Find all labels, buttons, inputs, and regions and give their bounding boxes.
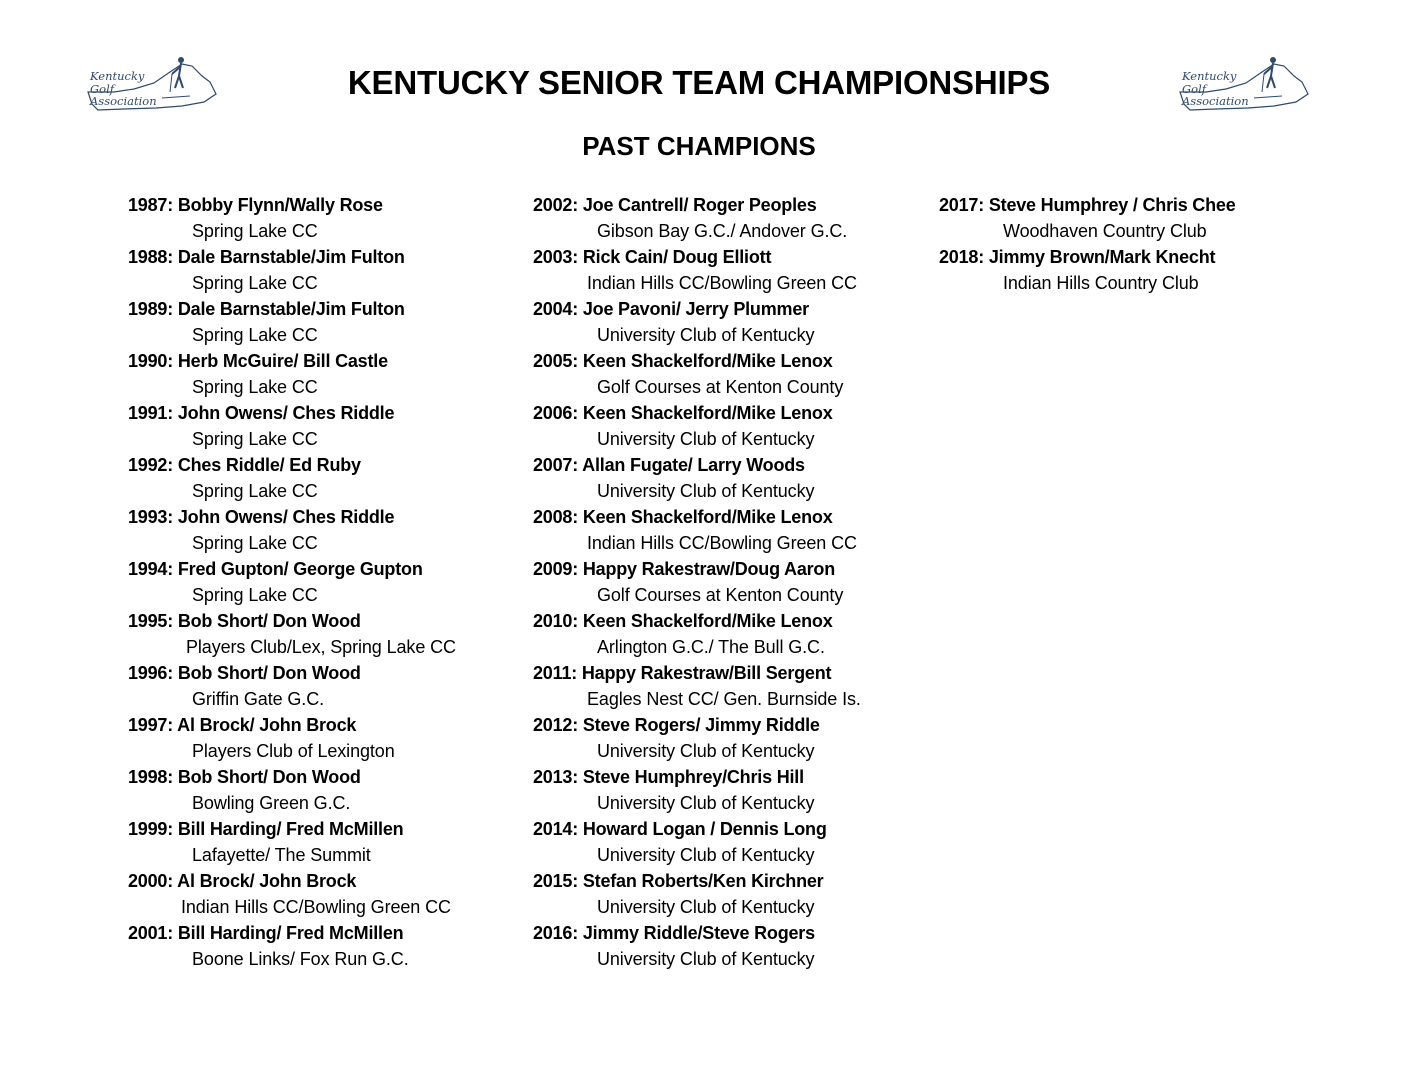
champion-entry bbox=[128, 764, 456, 816]
champion-names: 1989: Dale Barnstable/Jim Fulton bbox=[128, 299, 405, 319]
champion-venue: Spring Lake CC bbox=[192, 481, 318, 501]
champion-venue: Spring Lake CC bbox=[192, 221, 318, 241]
champion-venue: Spring Lake CC bbox=[192, 377, 318, 397]
champion-names: 2008: Keen Shackelford/Mike Lenox bbox=[533, 507, 833, 527]
champion-names: 2016: Jimmy Riddle/Steve Rogers bbox=[533, 923, 815, 943]
champion-names: 2002: Joe Cantrell/ Roger Peoples bbox=[533, 195, 817, 215]
champion-venue: University Club of Kentucky bbox=[597, 429, 815, 449]
champion-names: 1990: Herb McGuire/ Bill Castle bbox=[128, 351, 388, 371]
champion-venue: Spring Lake CC bbox=[192, 273, 318, 293]
champion-names: 2011: Happy Rakestraw/Bill Sergent bbox=[533, 663, 832, 683]
champion-entry bbox=[128, 192, 456, 244]
champion-entry bbox=[533, 868, 861, 920]
champion-names: 1996: Bob Short/ Don Wood bbox=[128, 663, 361, 683]
champion-names: 2003: Rick Cain/ Doug Elliott bbox=[533, 247, 772, 267]
champion-names: 2004: Joe Pavoni/ Jerry Plummer bbox=[533, 299, 809, 319]
champion-venue: Golf Courses at Kenton County bbox=[597, 377, 844, 397]
champion-venue: Indian Hills Country Club bbox=[1003, 273, 1199, 293]
champion-names: 1993: John Owens/ Ches Riddle bbox=[128, 507, 395, 527]
champion-names: 2009: Happy Rakestraw/Doug Aaron bbox=[533, 559, 836, 579]
logo-text-line3: Association bbox=[90, 94, 157, 108]
champion-venue: Woodhaven Country Club bbox=[1003, 221, 1207, 241]
champion-venue: Gibson Bay G.C./ Andover G.C. bbox=[597, 221, 848, 241]
page-subtitle: PAST CHAMPIONS bbox=[582, 131, 816, 161]
champion-entry bbox=[128, 660, 456, 712]
champion-venue: Lafayette/ The Summit bbox=[192, 845, 371, 865]
champion-venue: Golf Courses at Kenton County bbox=[597, 585, 844, 605]
champion-entry bbox=[128, 348, 456, 400]
champion-venue: Indian Hills CC/Bowling Green CC bbox=[587, 273, 857, 293]
champion-venue: Arlington G.C./ The Bull G.C. bbox=[597, 637, 825, 657]
champion-entry bbox=[533, 400, 861, 452]
logo-text-line2: Golf bbox=[90, 81, 115, 96]
champion-names: 1988: Dale Barnstable/Jim Fulton bbox=[128, 247, 405, 267]
champion-entry bbox=[128, 712, 456, 764]
champion-names: 2015: Stefan Roberts/Ken Kirchner bbox=[533, 871, 824, 891]
champion-names: 1994: Fred Gupton/ George Gupton bbox=[128, 559, 423, 579]
champion-names: 2000: Al Brock/ John Brock bbox=[128, 871, 357, 891]
champion-names: 1997: Al Brock/ John Brock bbox=[128, 715, 357, 735]
champion-entry bbox=[128, 400, 456, 452]
champion-names: 2018: Jimmy Brown/Mark Knecht bbox=[939, 247, 1216, 267]
champion-names: 2017: Steve Humphrey / Chris Chee bbox=[939, 195, 1236, 215]
champion-entry bbox=[533, 816, 861, 868]
champion-venue: Spring Lake CC bbox=[192, 429, 318, 449]
champion-venue: Bowling Green G.C. bbox=[192, 793, 351, 813]
champion-entry bbox=[533, 192, 861, 244]
champion-entry bbox=[128, 296, 456, 348]
champion-names: 2012: Steve Rogers/ Jimmy Riddle bbox=[533, 715, 820, 735]
champion-entry bbox=[533, 296, 861, 348]
champion-venue: University Club of Kentucky bbox=[597, 793, 815, 813]
champion-entry bbox=[533, 712, 861, 764]
champion-names: 1991: John Owens/ Ches Riddle bbox=[128, 403, 395, 423]
champion-entry bbox=[128, 920, 456, 972]
logo-text-line1: Kentucky bbox=[90, 69, 145, 83]
champion-names: 1995: Bob Short/ Don Wood bbox=[128, 611, 361, 631]
champion-entry bbox=[128, 504, 456, 556]
champion-venue: Indian Hills CC/Bowling Green CC bbox=[181, 897, 451, 917]
champion-entry bbox=[533, 608, 861, 660]
champion-entry bbox=[533, 244, 861, 296]
champion-venue: University Club of Kentucky bbox=[597, 845, 815, 865]
logo-text-line3: Association bbox=[1182, 94, 1249, 108]
champion-venue: Griffin Gate G.C. bbox=[192, 689, 325, 709]
champion-names: 1992: Ches Riddle/ Ed Ruby bbox=[128, 455, 361, 475]
champion-venue: Boone Links/ Fox Run G.C. bbox=[192, 949, 409, 969]
champion-venue: University Club of Kentucky bbox=[597, 949, 815, 969]
champion-venue: Eagles Nest CC/ Gen. Burnside Is. bbox=[587, 689, 861, 709]
champion-names: 2006: Keen Shackelford/Mike Lenox bbox=[533, 403, 833, 423]
champion-entry bbox=[939, 244, 1236, 296]
champion-venue: University Club of Kentucky bbox=[597, 741, 815, 761]
champion-names: 2010: Keen Shackelford/Mike Lenox bbox=[533, 611, 833, 631]
logo-text-line1: Kentucky bbox=[1182, 69, 1237, 83]
champion-entry bbox=[939, 192, 1236, 244]
champion-entry bbox=[533, 920, 861, 972]
champion-names: 2001: Bill Harding/ Fred McMillen bbox=[128, 923, 404, 943]
champion-venue: University Club of Kentucky bbox=[597, 897, 815, 917]
logo-text-line2: Golf bbox=[1182, 81, 1207, 96]
champion-venue: University Club of Kentucky bbox=[597, 325, 815, 345]
champion-entry bbox=[533, 556, 861, 608]
champions-column-2 bbox=[533, 192, 861, 972]
champion-entry bbox=[128, 556, 456, 608]
champion-venue: Players Club/Lex, Spring Lake CC bbox=[186, 637, 456, 657]
champions-column-3 bbox=[939, 192, 1236, 296]
champion-entry bbox=[533, 504, 861, 556]
champion-names: 1999: Bill Harding/ Fred McMillen bbox=[128, 819, 404, 839]
champion-entry bbox=[533, 348, 861, 400]
champion-entry bbox=[128, 816, 456, 868]
page-title: KENTUCKY SENIOR TEAM CHAMPIONSHIPS bbox=[347, 64, 1051, 101]
champion-names: 2013: Steve Humphrey/Chris Hill bbox=[533, 767, 804, 787]
champion-entry bbox=[128, 608, 456, 660]
champion-entry bbox=[533, 764, 861, 816]
champion-venue: Indian Hills CC/Bowling Green CC bbox=[587, 533, 857, 553]
champion-names: 2005: Keen Shackelford/Mike Lenox bbox=[533, 351, 833, 371]
champion-venue: Spring Lake CC bbox=[192, 533, 318, 553]
champion-names: 2014: Howard Logan / Dennis Long bbox=[533, 819, 827, 839]
champions-column-1 bbox=[128, 192, 456, 972]
champion-entry bbox=[533, 452, 861, 504]
champion-names: 1987: Bobby Flynn/Wally Rose bbox=[128, 195, 383, 215]
champion-venue: University Club of Kentucky bbox=[597, 481, 815, 501]
champion-entry bbox=[128, 244, 456, 296]
champion-venue: Spring Lake CC bbox=[192, 585, 318, 605]
champion-entry bbox=[533, 660, 861, 712]
champion-entry bbox=[128, 452, 456, 504]
champion-names: 1998: Bob Short/ Don Wood bbox=[128, 767, 361, 787]
champion-names: 2007: Allan Fugate/ Larry Woods bbox=[533, 455, 805, 475]
champion-venue: Players Club of Lexington bbox=[192, 741, 395, 761]
champion-venue: Spring Lake CC bbox=[192, 325, 318, 345]
champion-entry bbox=[128, 868, 456, 920]
